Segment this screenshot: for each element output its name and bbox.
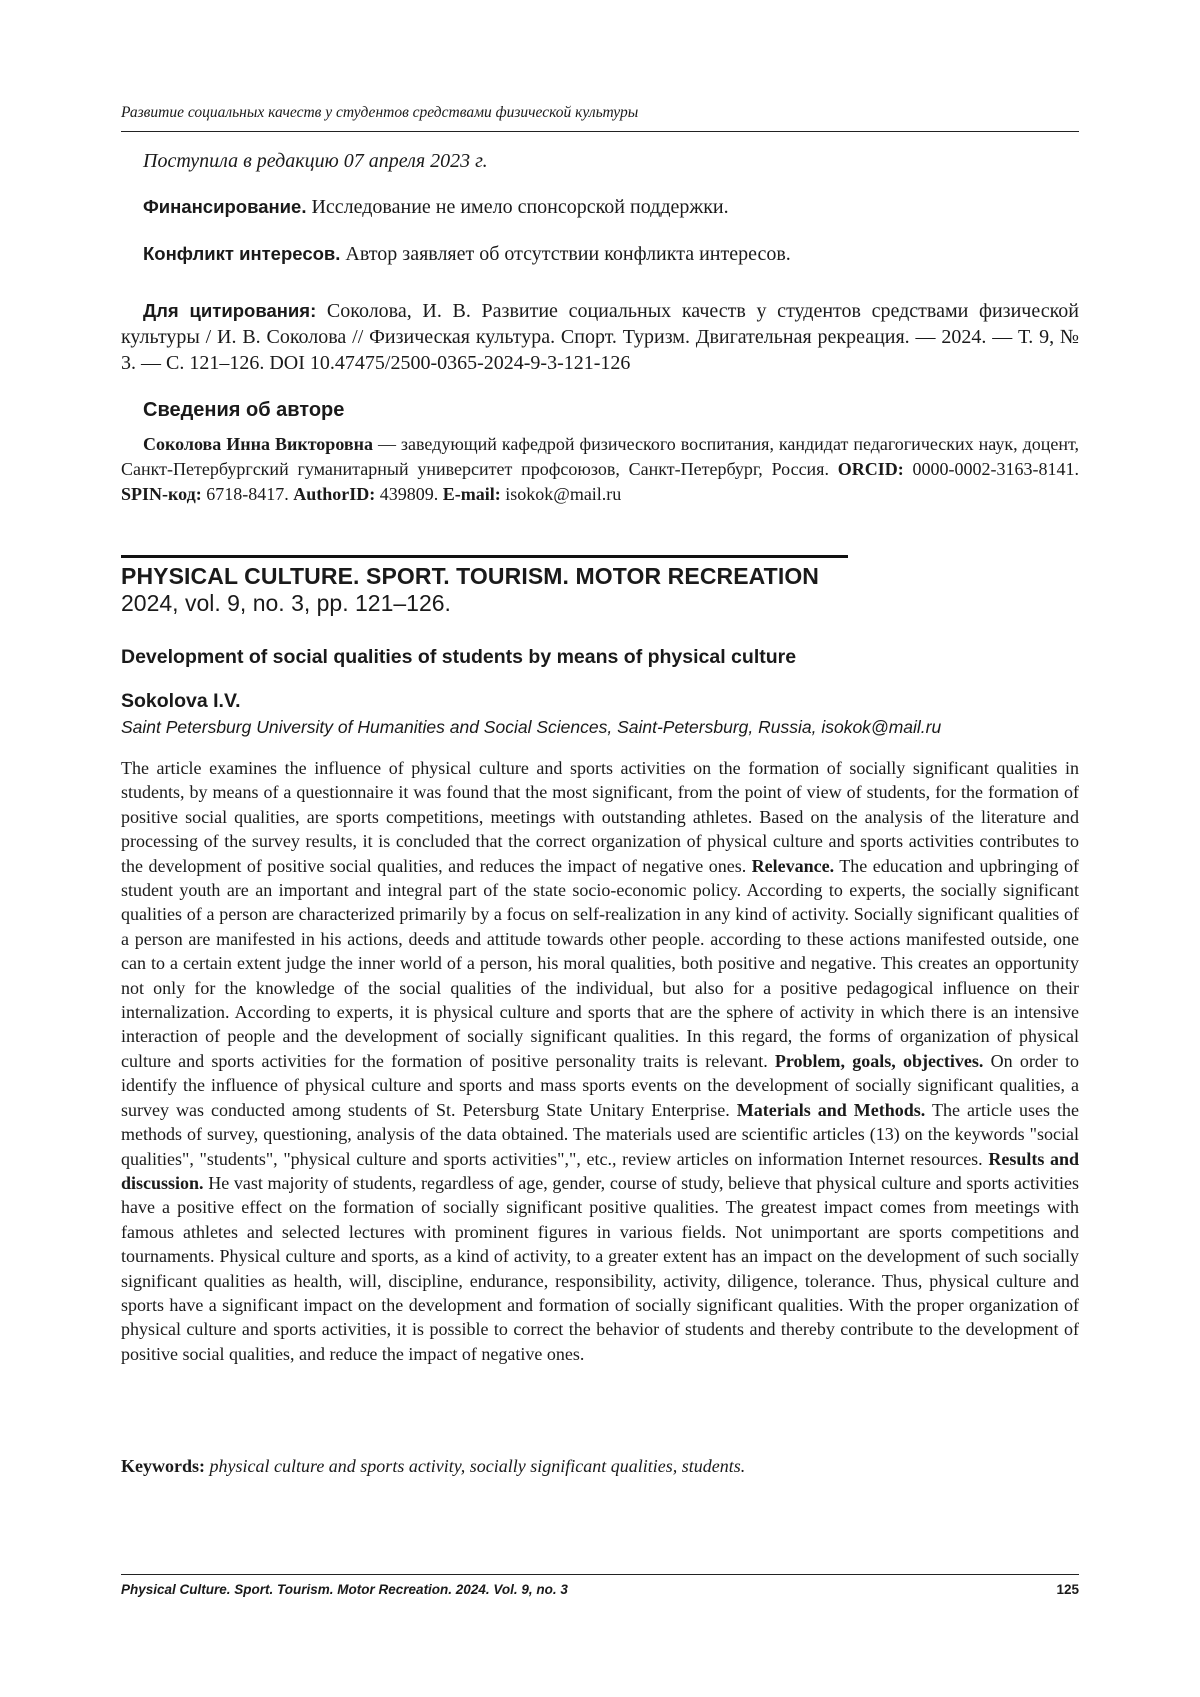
orcid-value: 0000-0002-3163-8141. — [903, 459, 1080, 479]
article-author: Sokolova I.V. — [121, 690, 241, 712]
article-title: Development of social qualities of students by means of physical culture — [121, 646, 797, 668]
methods-text: The article uses the methods of survey, questioning, analysis of the data obtained. The materials used are scientific articles (13) on the keywords "social qualities", "students", "physical culture and sports activities",", etc., review articles on information Internet resources. — [121, 1099, 1079, 1169]
abstract-intro: The article examines the influence of physical culture and sports activities on the formation of socially significant qualities in students, by means of a questionnaire it was found that the most significant, from the point of view of students, for the formation of positive social qualities, are sports competitions, meetings with outstanding athletes. Based on the analysis of the literature and processing of the survey results, it is concluded that the correct organization of physical culture and sports activities contributes to the development of positive social qualities, and reduces the impact of negative ones. — [121, 758, 1079, 876]
email-label: E-mail: — [442, 484, 501, 504]
footer-divider — [121, 1574, 1079, 1575]
results-label: Results and discussion. — [121, 1148, 1079, 1193]
funding-text: Исследование не имело спонсорской поддержки. — [306, 196, 729, 218]
conflict-statement — [143, 243, 791, 266]
authorid-value: 439809. — [375, 484, 443, 504]
spin-label: SPIN-код: — [121, 484, 202, 504]
footer-journal: Physical Culture. Sport. Tourism. Motor Recreation. 2024. Vol. 9, no. 3 — [121, 1582, 568, 1597]
citation-label: Для цитирования: — [143, 300, 317, 321]
keywords-label: Keywords: — [121, 1456, 205, 1476]
author-info — [121, 432, 1079, 507]
methods-label: Materials and Methods. — [736, 1099, 926, 1120]
problem-text: On order to identify the influence of physical culture and sports and mass sports events on the development of socially significant qualities, a survey was conducted among students of St. Petersburg State Unitary Enterprise. — [121, 1050, 1079, 1120]
spin-value: 6718-8417. — [201, 484, 294, 504]
keywords — [121, 1456, 745, 1477]
funding-label: Финансирование. — [143, 196, 307, 217]
author-affiliation: Saint Petersburg University of Humanities and Social Sciences, Saint-Petersburg, Russia, isokok@mail.ru — [121, 717, 942, 737]
conflict-text: Автор заявляет об отсутствии конфликта интересов. — [340, 243, 791, 265]
problem-label: Problem, goals, objectives. — [774, 1050, 984, 1071]
header-divider — [121, 131, 1079, 132]
journal-name: PHYSICAL CULTURE. SPORT. TOURISM. MOTOR RECREATION — [121, 563, 820, 589]
authorid-label: AuthorID: — [293, 484, 376, 504]
results-text: He vast majority of students, regardless of age, gender, course of study, believe that physical culture and sports activities have a positive effect on the formation of socially significant positive qualities. The greatest impact comes from meetings with famous athletes and selected lectures with prominent figures in various fields. Not unimportant are sports competitions and tournaments. Physical culture and sports, as a kind of activity, to a greater extent has an impact on the development of such socially significant qualities as health, will, discipline, endurance, responsibility, activity, diligence, tolerance. Thus, physical culture and sports have a significant impact on the development and formation of socially significant qualities. With the proper organization of physical culture and sports activities, it is possible to correct the behavior of students and thereby contribute to the development of positive social qualities, and reduce the impact of negative ones. — [121, 1172, 1079, 1364]
received-date: Поступила в редакцию 07 апреля 2023 г. — [143, 150, 488, 172]
funding-statement — [143, 196, 729, 219]
orcid-label: ORCID: — [837, 459, 904, 479]
author-section-heading: Сведения об авторе — [143, 399, 345, 421]
email-link[interactable]: isokok@mail.ru — [500, 484, 622, 504]
author-description: — заведующий кафедрой физического воспитания, кандидат педагогических наук, доцент, Санкт-Петербургский гуманитарный университет профсоюзов, Санкт-Петербург, Россия. — [121, 434, 1079, 479]
abstract — [121, 756, 1079, 1366]
conflict-label: Конфликт интересов. — [143, 243, 341, 264]
relevance-label: Relevance. — [751, 855, 835, 876]
author-name: Соколова Инна Викторовна — [143, 434, 373, 454]
running-head: Развитие социальных качеств у студентов средствами физической культуры — [121, 104, 639, 121]
citation-block — [121, 298, 1079, 376]
journal-issue: 2024, vol. 9, no. 3, pp. 121–126. — [121, 590, 451, 616]
relevance-text: The education and upbringing of student youth are an important and integral part of the state socio-economic policy. According to experts, the socially significant qualities of a person are characterized primarily by a focus on self-realization in any kind of activity. Socially significant qualities of a person are manifested in his actions, deeds and attitude towards other people. according to these actions manifested outside, one can to a certain extent judge the inner world of a person, his moral qualities, both positive and negative. This creates an opportunity not only for the knowledge of the social qualities of the individual, but also for a positive pedagogical influence on their internalization. According to experts, it is physical culture and sports that are the sphere of activity in which there is an intensive interaction of people and the development of socially significant qualities. In this regard, the forms of organization of physical culture and sports activities for the formation of positive personality traits is relevant. — [121, 855, 1080, 1071]
citation-text: Соколова, И. В. Развитие социальных качеств у студентов средствами физической культуры / И. В. Соколова // Физическая культура. Спорт. Туризм. Двигательная рекреация. — 2024. — Т. 9, № 3. — С. 121–126. DOI 10.47475/2500-0365-2024-9-3-121-126 — [121, 300, 1079, 374]
page-number: 125 — [1056, 1582, 1079, 1597]
journal-divider — [121, 555, 848, 558]
keywords-text: physical culture and sports activity, socially significant qualities, students. — [205, 1456, 746, 1476]
